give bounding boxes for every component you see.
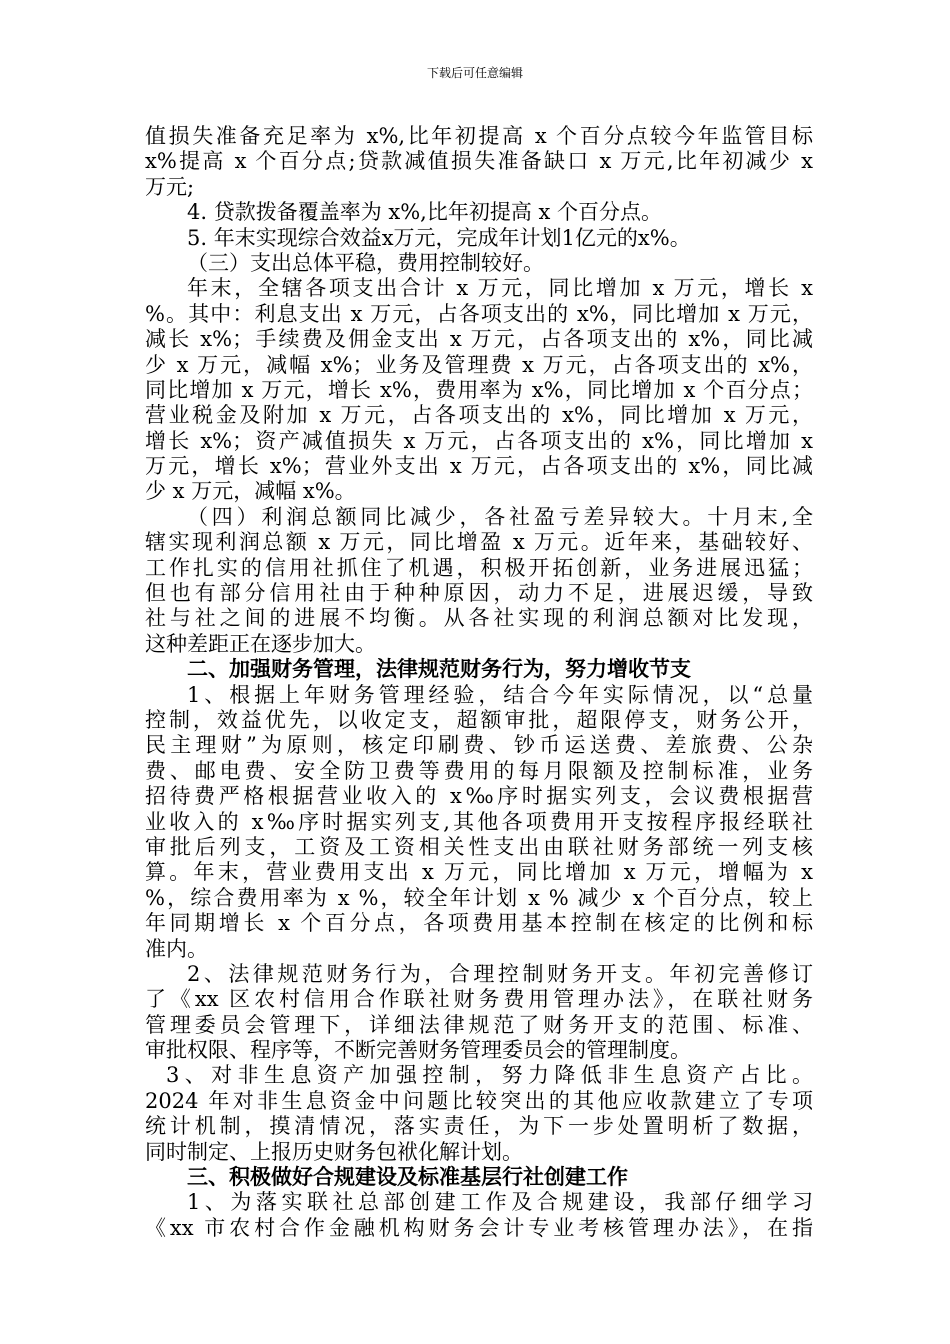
text-line: 同比增加 x 万元，增长 x%，费用率为 x%，同比增加 x 个百分点；: [145, 377, 813, 402]
text-line: 4. 贷款拨备覆盖率为 x%,比年初提高 x 个百分点。: [187, 200, 663, 225]
text-line: 1、为落实联社总部创建工作及合规建设，我部仔细学习: [187, 1190, 813, 1215]
text-line: 5. 年末实现综合效益x万元，完成年计划1亿元的x%。: [187, 225, 691, 250]
text-line: 同时制定、上报历史财务包袱化解计划。: [145, 1139, 523, 1164]
text-line: x%提高 x 个百分点;贷款减值损失准备缺口 x 万元,比年初减少 x: [145, 149, 813, 174]
text-line: 营业税金及附加 x 万元，占各项支出的 x%，同比增加 x 万元，: [145, 403, 813, 428]
text-line: %，综合费用率为 x %，较全年计划 x % 减少 x 个百分点，较上: [145, 885, 813, 910]
text-line: 万元，增长 x%；营业外支出 x 万元，占各项支出的 x%，同比减: [145, 454, 813, 479]
text-line: 2024 年对非生息资金中问题比较突出的其他应收款建立了专项: [145, 1088, 813, 1113]
text-line: 年末，全辖各项支出合计 x 万元，同比增加 x 万元，增长 x: [187, 276, 813, 301]
text-line: 审批后列支，工资及工资相关性支出由联社财务部统一列支核: [145, 834, 813, 859]
text-line: 社与社之间的进展不均衡。从各社实现的利润总额对比发现，: [145, 606, 813, 631]
text-line: 招待费严格根据营业收入的 x‰序时据实列支，会议费根据营: [145, 784, 813, 809]
text-line: 万元;: [145, 174, 195, 199]
text-line: 年同期增长 x 个百分点，各项费用基本控制在核定的比例和标: [145, 911, 813, 936]
text-line: 值损失准备充足率为 x%,比年初提高 x 个百分点较今年监管目标: [145, 124, 813, 148]
text-line: 少 x 万元，减幅 x%；业务及管理费 x 万元，占各项支出的 x%，: [145, 352, 813, 377]
text-line: 3、对非生息资产加强控制，努力降低非生息资产占比。: [166, 1063, 813, 1088]
document-body: [145, 124, 813, 1241]
text-line: 控制，效益优先，以收定支，超额审批，超限停支，财务公开，: [145, 707, 813, 732]
text-line: 费、邮电费、安全防卫费等费用的每月限额及控制标准，业务: [145, 758, 813, 783]
text-line: 辖实现利润总额 x 万元，同比增盈 x 万元。近年来，基础较好、: [145, 530, 813, 555]
text-line: （四）利润总额同比减少，各社盈亏差异较大。十月末,全: [187, 504, 813, 529]
text-line: 1、根据上年财务管理经验，结合今年实际情况，以“总量: [187, 682, 813, 707]
text-line: 但也有部分信用社由于种种原因，动力不足，进展迟缓，导致: [145, 581, 813, 606]
text-line: （三）支出总体平稳，费用控制较好。: [187, 250, 544, 275]
text-line: 2、法律规范财务行为，合理控制财务开支。年初完善修订: [187, 961, 813, 986]
text-line: 增长 x%；资产减值损失 x 万元，占各项支出的 x%，同比增加 x: [145, 428, 813, 453]
text-line: 少 x 万元，减幅 x%。: [145, 479, 356, 504]
text-line: 管理委员会管理下，详细法律规范了财务开支的范围、标准、: [145, 1012, 813, 1037]
text-line: %。其中：利息支出 x 万元，占各项支出的 x%，同比增加 x 万元，: [145, 301, 813, 326]
section-heading: 三、积极做好合规建设及标准基层行社创建工作: [187, 1165, 628, 1190]
text-line: 民主理财”为原则，核定印刷费、钞币运送费、差旅费、公杂: [145, 733, 813, 758]
text-line: 审批权限、程序等，不断完善财务管理委员会的管理制度。: [145, 1038, 691, 1063]
text-line: 了《xx 区农村信用合作联社财务费用管理办法》，在联社财务: [145, 987, 813, 1012]
text-line: 业收入的 x‰序时据实列支,其他各项费用开支按程序报经联社: [145, 809, 813, 834]
text-line: 统计机制，摸清情况，落实责任，为下一步处置明析了数据，: [145, 1114, 813, 1139]
text-line: 准内。: [145, 936, 208, 961]
text-line: 这种差距正在逐步加大。: [145, 631, 376, 656]
text-line: 《xx 市农村合作金融机构财务会计专业考核管理办法》，在指: [145, 1215, 814, 1240]
text-line: 工作扎实的信用社抓住了机遇，积极开拓创新，业务进展迅猛；: [145, 555, 813, 580]
text-line: 减长 x%；手续费及佣金支出 x 万元，占各项支出的 x%，同比减: [145, 327, 813, 352]
text-line: 算。年末，营业费用支出 x 万元，同比增加 x 万元，增幅为 x: [145, 860, 813, 885]
section-heading: 二、加强财务管理，法律规范财务行为，努力增收节支: [187, 657, 691, 682]
page-header: 下载后可任意编辑: [426, 66, 523, 80]
